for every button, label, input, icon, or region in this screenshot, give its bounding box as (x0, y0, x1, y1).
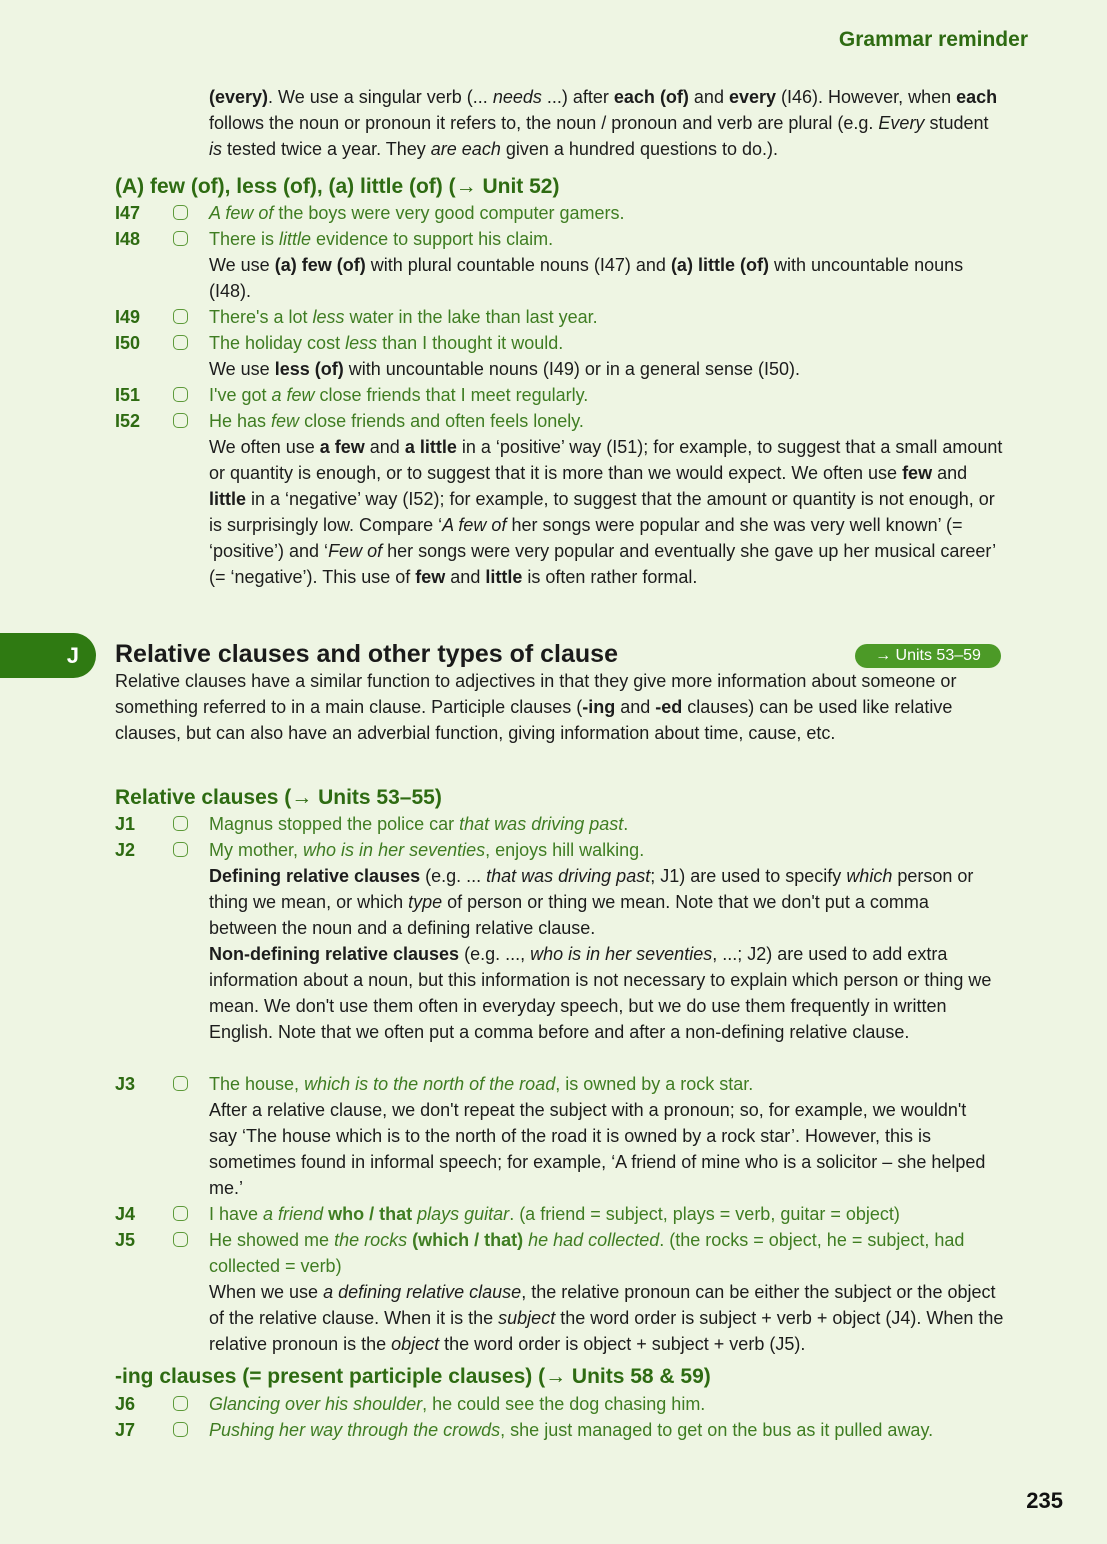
text-run: and (932, 463, 968, 483)
text-run: Few of (328, 541, 383, 561)
example-row (0, 226, 1107, 252)
text-run: little (209, 489, 247, 509)
text-run: (every) (209, 87, 269, 107)
text-run: is (209, 139, 222, 159)
explanation-note (209, 356, 1004, 382)
example-label: J2 (115, 840, 136, 860)
text-run: plays guitar (417, 1204, 510, 1224)
text-run: , he could see the dog chasing him. (422, 1394, 706, 1414)
text-run: little (279, 229, 312, 249)
text-run: which (846, 866, 893, 886)
text-run: evidence to support his claim. (311, 229, 554, 249)
checkbox[interactable] (173, 413, 188, 428)
example-row (0, 1201, 1107, 1227)
checkbox[interactable] (173, 1232, 188, 1247)
text-run: few (301, 255, 332, 275)
text-run: My mother, (209, 840, 304, 860)
text-run: ...) after (541, 87, 614, 107)
explanation-note (209, 252, 1004, 304)
text-run: The house, (209, 1074, 305, 1094)
text-run: (a) (274, 255, 297, 275)
example-text (209, 330, 563, 356)
text-run: a defining relative clause (323, 1282, 522, 1302)
text-run: object (391, 1334, 440, 1354)
explanation-note (209, 941, 994, 1045)
example-row (0, 1391, 1107, 1417)
text-run: I have (209, 1204, 264, 1224)
text-run: given a hundred questions to do.). (500, 139, 779, 159)
text-run: . We use a singular verb (... (268, 87, 493, 107)
example-text (209, 1417, 933, 1443)
text-run: (of) (739, 255, 769, 275)
example-row (0, 200, 1107, 226)
text-run: each (613, 87, 655, 107)
text-run: in a ‘positive’ way (I51); for example, to suggest that a small amount or quantity is enough, or to suggest that it is more than we would expect. We often use (209, 437, 1003, 483)
text-run: a few (271, 385, 315, 405)
text-run: , ...; J2) are used to add extra information about a noun, but this information is not necessary to explain which person or thing we mean. We don't use them often in everyday speech, but we do use them frequently in written English. Note that we often put a comma before and after a non-defining relative clause. (209, 944, 992, 1042)
text-run: person or thing we mean, or which (209, 866, 974, 912)
explanation-note (209, 1097, 999, 1201)
text-run: and (445, 567, 486, 587)
text-run: water in the lake than last year. (344, 307, 598, 327)
checkbox[interactable] (173, 1396, 188, 1411)
text-run: with uncountable nouns (I49) or in a general sense (I50). (343, 359, 801, 379)
example-label: I50 (115, 333, 141, 353)
text-run: a friend (263, 1204, 324, 1224)
text-run: Non-defining relative clauses (209, 944, 460, 964)
text-run: in a ‘negative’ way (I52); for example, to suggest that the amount or quantity is not enough, or is surprisingly low. Compare ‘ (209, 489, 995, 535)
text-run: He has (209, 411, 272, 431)
text-run: few (271, 411, 300, 431)
text-run: ; J1) are used to specify (650, 866, 847, 886)
text-run: close friends and often feels lonely. (299, 411, 584, 431)
example-text (209, 837, 644, 863)
text-run: The holiday cost (209, 333, 346, 353)
text-run: close friends that I meet regularly. (314, 385, 589, 405)
explanation-note (209, 863, 994, 941)
text-run: We use (209, 359, 275, 379)
intro-paragraph (209, 84, 1004, 162)
text-run: with plural countable nouns (I47) and (365, 255, 671, 275)
page-number: 235 (1026, 1488, 1063, 1513)
example-text (209, 200, 625, 226)
text-run: Glancing over his shoulder (209, 1394, 423, 1414)
text-run: the rocks (334, 1230, 408, 1250)
text-run: There's a lot (209, 307, 313, 327)
example-text (209, 811, 628, 837)
relative-clauses-heading: Relative clauses (→ Units 53–55) (115, 786, 442, 809)
text-run: (of) (659, 87, 689, 107)
text-run: tested twice a year. They (222, 139, 431, 159)
checkbox[interactable] (173, 1206, 188, 1221)
text-run: Magnus stopped the police car (209, 814, 460, 834)
text-run: (e.g. ..., (459, 944, 531, 964)
text-run: , she just managed to get on the bus as it pulled away. (500, 1420, 934, 1440)
example-label: I48 (115, 229, 141, 249)
text-run: (a) (670, 255, 693, 275)
example-row (0, 408, 1107, 434)
text-run: a few (319, 437, 365, 457)
example-row (0, 330, 1107, 356)
text-run: needs (492, 87, 542, 107)
checkbox[interactable] (173, 335, 188, 350)
text-run: he had collected (528, 1230, 660, 1250)
example-label: J5 (115, 1230, 136, 1250)
text-run: . (623, 814, 629, 834)
example-label: I49 (115, 307, 141, 327)
text-run: than I thought it would. (377, 333, 564, 353)
text-run: , enjoys hill walking. (485, 840, 645, 860)
text-run: Relative clauses have a similar function to adjectives in that they give more information about someone or something referred to in a main clause. Participle clauses ( (115, 671, 957, 717)
text-run: follows the noun or pronoun it refers to, the noun / pronoun and verb are plural (e.g. (209, 113, 879, 133)
explanation-note (209, 1279, 1004, 1357)
example-text (209, 1391, 705, 1417)
example-text (209, 304, 598, 330)
text-run: student (924, 113, 989, 133)
checkbox[interactable] (173, 1076, 188, 1091)
text-run: (of) (314, 359, 344, 379)
text-run: A few of (442, 515, 507, 535)
text-run: are each (430, 139, 501, 159)
example-row (0, 811, 1107, 837)
text-run: of person or thing we mean. Note that we don't put a comma between the noun and a defining relative clause. (209, 892, 929, 938)
text-run: little (697, 255, 735, 275)
text-run: and (688, 87, 729, 107)
example-text (209, 1227, 1004, 1279)
text-run: little (485, 567, 523, 587)
example-row (0, 382, 1107, 408)
section-tab-j: J (0, 633, 96, 678)
text-run: and (615, 697, 656, 717)
example-label: J4 (115, 1204, 136, 1224)
text-run: every (728, 87, 777, 107)
text-run: the boys were very good computer gamers. (273, 203, 625, 223)
example-row (0, 1227, 1107, 1279)
checkbox[interactable] (173, 387, 188, 402)
units-link-badge[interactable]: → Units 53–59 (855, 644, 1001, 668)
checkbox[interactable] (173, 205, 188, 220)
text-run: a little (404, 437, 457, 457)
text-run: I've got (209, 385, 272, 405)
text-run: subject (498, 1308, 556, 1328)
example-row (0, 1417, 1107, 1443)
text-run: who / that (328, 1204, 413, 1224)
text-run: He showed me (209, 1230, 335, 1250)
section-intro (115, 668, 1005, 746)
example-label: I52 (115, 411, 141, 431)
text-run: (which / that) (412, 1230, 524, 1250)
text-run: her songs were very popular and eventually she gave up her musical career’ (= ‘negative’). This use of (209, 541, 996, 587)
checkbox[interactable] (173, 816, 188, 831)
text-run: (I46). However, when (776, 87, 957, 107)
example-label: J1 (115, 814, 136, 834)
text-run: with uncountable nouns (I48). (209, 255, 964, 301)
text-run: There is (209, 229, 280, 249)
text-run: clauses) can be used like relative clauses, but can also have an adverbial function, giving information about time, cause, etc. (115, 697, 953, 743)
text-run: type (408, 892, 443, 912)
example-label: J7 (115, 1420, 136, 1440)
checkbox[interactable] (173, 1422, 188, 1437)
example-row (0, 1071, 1107, 1097)
example-label: J6 (115, 1394, 136, 1414)
text-run: less (274, 359, 310, 379)
text-run: which is to the north of the road (304, 1074, 556, 1094)
running-head: Grammar reminder (838, 28, 1028, 51)
checkbox[interactable] (173, 231, 188, 246)
text-run: We use (209, 255, 275, 275)
text-run: (e.g. ... (420, 866, 487, 886)
text-run: less (345, 333, 378, 353)
example-label: I51 (115, 385, 141, 405)
text-run: the word order is subject + verb + object (J4). When the relative pronoun is the (209, 1308, 1004, 1354)
example-row (0, 304, 1107, 330)
example-row (0, 837, 1107, 863)
text-run: After a relative clause, we don't repeat the subject with a pronoun; so, for example, we wouldn't say ‘The house which is to the north of the road it is owned by a rock star’. However, this is sometimes found in informal speech; for example, ‘A friend of mine who is a solicitor – she helped me.’ (209, 1100, 986, 1198)
text-run: Every (878, 113, 925, 133)
text-run: , the relative pronoun can be either the subject or the object of the relative clause. When it is the (209, 1282, 996, 1328)
example-label: I47 (115, 203, 141, 223)
text-run: each (956, 87, 998, 107)
text-run: We often use (209, 437, 320, 457)
text-run: who is in her seventies (530, 944, 713, 964)
text-run: few (415, 567, 446, 587)
few-section-heading: (A) few (of), less (of), (a) little (of) (→ Unit 52) (115, 175, 560, 198)
example-text (209, 1071, 753, 1097)
text-run: who is in her seventies (303, 840, 486, 860)
ing-clauses-heading: -ing clauses (= present participle clauses) (→ Units 58 & 59) (115, 1365, 711, 1388)
text-run: less (312, 307, 345, 327)
text-run: is often rather formal. (522, 567, 698, 587)
text-run: -ing (582, 697, 616, 717)
text-run: and (364, 437, 405, 457)
text-run: the word order is object + subject + verb (J5). (439, 1334, 806, 1354)
text-run: A few of (209, 203, 274, 223)
text-run: Pushing her way through the crowds (209, 1420, 501, 1440)
example-text (209, 382, 588, 408)
example-label: J3 (115, 1074, 136, 1094)
text-run: When we use (209, 1282, 324, 1302)
checkbox[interactable] (173, 309, 188, 324)
explanation-note (209, 434, 1004, 590)
text-run: -ed (655, 697, 683, 717)
section-title: Relative clauses and other types of clause (115, 640, 618, 668)
text-run: Defining relative clauses (209, 866, 421, 886)
example-text (209, 1201, 900, 1227)
example-text (209, 226, 553, 252)
text-run: few (902, 463, 933, 483)
example-text (209, 408, 584, 434)
text-run: that was driving past (486, 866, 651, 886)
text-run: (of) (336, 255, 366, 275)
text-run: , is owned by a rock star. (555, 1074, 754, 1094)
text-run: . (the rocks = object, he = subject, had collected = verb) (209, 1230, 965, 1276)
text-run: that was driving past (459, 814, 624, 834)
checkbox[interactable] (173, 842, 188, 857)
text-run: . (a friend = subject, plays = verb, guitar = object) (509, 1204, 900, 1224)
text-run: her songs were popular and she was very well known’ (= ‘positive’) and ‘ (209, 515, 963, 561)
